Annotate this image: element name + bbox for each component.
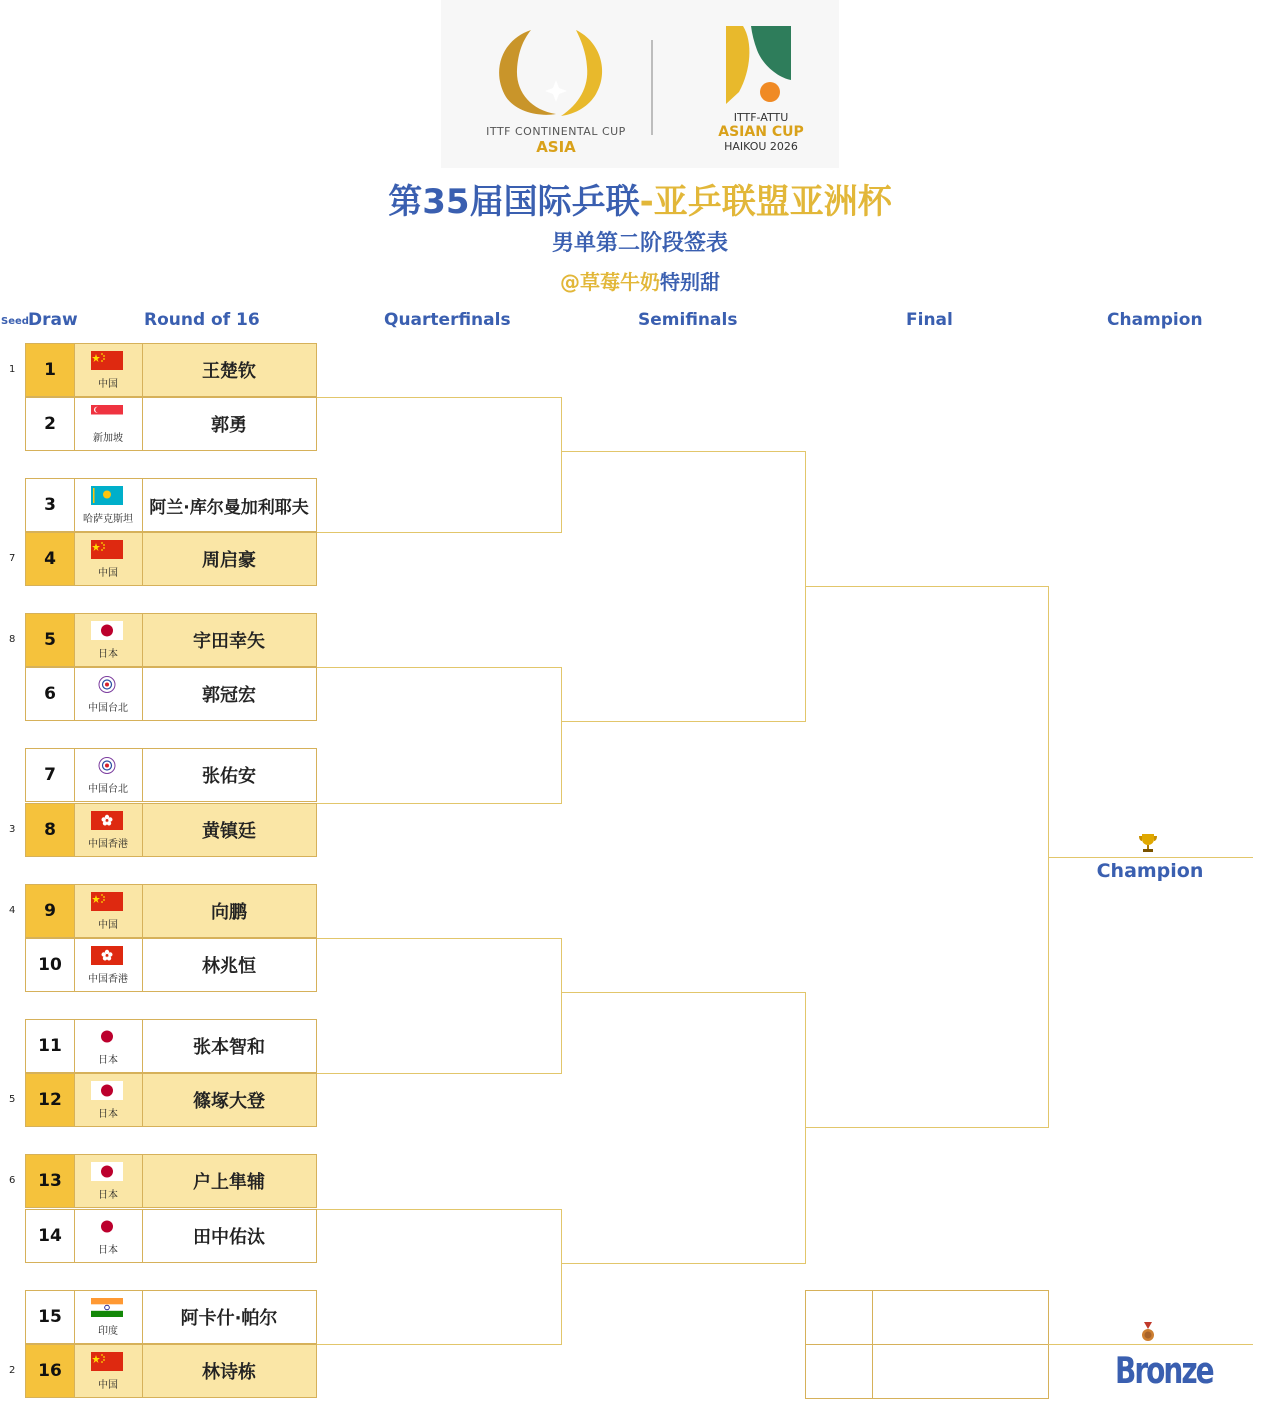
jp-flag-icon — [91, 621, 123, 640]
draw-row — [25, 1154, 317, 1208]
draw-row — [25, 1209, 317, 1263]
flag-cell — [74, 1345, 143, 1397]
semifinals-column-header: Semifinals — [638, 310, 738, 330]
cn-flag-icon — [91, 540, 123, 559]
player-name: 张佑安 — [202, 766, 256, 787]
flag-cell — [74, 1210, 143, 1262]
quarterfinals-column-header: Quarterfinals — [384, 310, 511, 330]
country-name: 印度 — [98, 1326, 118, 1337]
bronze-draw-cell-2 — [805, 1344, 873, 1399]
hk-flag-icon — [91, 946, 123, 965]
country-name: 新加坡 — [93, 433, 123, 444]
champion-column-header: Champion — [1107, 310, 1203, 330]
asian-cup-logo — [691, 22, 831, 162]
draw-number: 2 — [26, 398, 75, 450]
draw-number: 9 — [26, 885, 75, 937]
draw-row — [25, 1290, 317, 1344]
player-name: 周启豪 — [202, 550, 256, 571]
flag-cell — [74, 398, 143, 450]
country-name: 日本 — [98, 1055, 118, 1066]
seed-number: 8 — [9, 634, 16, 645]
seed-column-header: Seed — [1, 316, 29, 327]
jp-flag-icon — [91, 1027, 123, 1046]
player-name: 黄镇廷 — [202, 821, 256, 842]
jp-flag-icon — [91, 1217, 123, 1236]
flag-cell — [74, 749, 143, 801]
header-logos — [441, 0, 839, 168]
draw-number: 16 — [26, 1345, 75, 1397]
draw-number: 7 — [26, 749, 75, 801]
continental-cup-emblem-icon — [461, 22, 651, 122]
player-name: 郭勇 — [211, 415, 247, 436]
tpe-flag-icon — [91, 675, 123, 694]
draw-number: 6 — [26, 668, 75, 720]
seed-number: 6 — [9, 1175, 16, 1186]
player-name: 王楚钦 — [202, 361, 256, 382]
page-subtitle: 男单第二阶段签表 — [551, 231, 728, 256]
country-name: 中国香港 — [88, 974, 128, 985]
draw-number: 8 — [26, 804, 75, 856]
draw-row — [25, 1344, 317, 1398]
draw-row — [25, 938, 317, 992]
country-name: 日本 — [98, 1190, 118, 1201]
author-part-1: @草莓牛奶 — [560, 270, 660, 294]
jp-flag-icon — [91, 1081, 123, 1100]
author-credit — [0, 266, 1280, 295]
player-name: 篠塚大登 — [193, 1091, 265, 1112]
logo-right-line2: ASIAN CUP — [718, 124, 804, 140]
bronze-name-cell-2 — [872, 1344, 1049, 1399]
draw-row — [25, 613, 317, 667]
page-title — [0, 174, 1280, 223]
logo-right-line1: ITTF-ATTU — [733, 111, 789, 124]
seed-number: 5 — [9, 1094, 16, 1105]
flag-cell — [74, 1074, 143, 1126]
logo-left-line2: ASIA — [536, 138, 576, 156]
draw-number: 10 — [26, 939, 75, 991]
round16-column-header: Round of 16 — [144, 310, 260, 330]
draw-row — [25, 397, 317, 451]
logo-right-line3: HAIKOU 2026 — [724, 140, 798, 153]
champion-label: Champion — [1096, 860, 1204, 882]
logo-divider — [651, 40, 653, 135]
flag-cell — [74, 1291, 143, 1343]
draw-row — [25, 1073, 317, 1127]
draw-number: 12 — [26, 1074, 75, 1126]
country-name: 日本 — [98, 1109, 118, 1120]
player-name: 林诗栋 — [202, 1362, 256, 1383]
country-name: 哈萨克斯坦 — [83, 514, 133, 525]
draw-number: 15 — [26, 1291, 75, 1343]
kz-flag-icon — [91, 486, 123, 505]
tpe-flag-icon — [91, 756, 123, 775]
sg-flag-icon — [91, 405, 123, 424]
country-name: 中国香港 — [88, 839, 128, 850]
final-column-header: Final — [906, 310, 953, 330]
draw-row — [25, 1019, 317, 1073]
seed-number: 7 — [9, 553, 16, 564]
draw-number: 11 — [26, 1020, 75, 1072]
draw-number: 14 — [26, 1210, 75, 1262]
country-name: 中国 — [98, 1380, 118, 1391]
bronze-label: Bronze — [1115, 1349, 1213, 1392]
draw-number: 4 — [26, 533, 75, 585]
in-flag-icon — [91, 1298, 123, 1317]
player-name: 阿卡什·帕尔 — [180, 1308, 278, 1329]
country-name: 日本 — [98, 1245, 118, 1256]
draw-number: 5 — [26, 614, 75, 666]
cn-flag-icon — [91, 892, 123, 911]
flag-cell — [74, 1155, 143, 1207]
player-name: 阿兰·库尔曼加利耶夫 — [149, 497, 309, 518]
draw-row — [25, 532, 317, 586]
draw-number: 13 — [26, 1155, 75, 1207]
player-name: 田中佑汰 — [193, 1227, 265, 1248]
country-name: 中国 — [98, 379, 118, 390]
bronze-medal-icon — [1141, 1322, 1155, 1342]
seed-number: 2 — [9, 1365, 16, 1376]
flag-cell — [74, 1020, 143, 1072]
draw-column-header: Draw — [28, 310, 78, 330]
player-name: 向鹏 — [211, 902, 247, 923]
cn-flag-icon — [91, 351, 123, 370]
draw-row — [25, 884, 317, 938]
jp-flag-icon — [91, 1162, 123, 1181]
seed-number: 4 — [9, 905, 16, 916]
cn-flag-icon — [91, 1352, 123, 1371]
flag-cell — [74, 533, 143, 585]
author-part-2: 特别甜 — [660, 270, 720, 294]
country-name: 中国 — [98, 920, 118, 931]
country-name: 中国台北 — [88, 703, 128, 714]
country-name: 中国 — [98, 568, 118, 579]
draw-row — [25, 343, 317, 397]
flag-cell — [74, 668, 143, 720]
flag-cell — [74, 479, 143, 531]
country-name: 日本 — [98, 649, 118, 660]
player-name: 林兆恒 — [202, 956, 256, 977]
seed-number: 1 — [9, 364, 16, 375]
draw-row — [25, 478, 317, 532]
draw-row — [25, 748, 317, 802]
title-part-2: -亚乒联盟亚洲杯 — [639, 182, 892, 222]
draw-number: 1 — [26, 344, 75, 396]
bronze-draw-cell-1 — [805, 1290, 873, 1345]
player-name: 户上隼辅 — [193, 1172, 265, 1193]
draw-row — [25, 803, 317, 857]
title-part-1: 第35届国际乒联 — [388, 182, 640, 222]
seed-number: 3 — [9, 824, 16, 835]
flag-cell — [74, 804, 143, 856]
player-name: 郭冠宏 — [202, 685, 256, 706]
logo-left-line1: ITTF CONTINENTAL CUP — [486, 125, 626, 138]
draw-row — [25, 667, 317, 721]
draw-number: 3 — [26, 479, 75, 531]
flag-cell — [74, 614, 143, 666]
flag-cell — [74, 939, 143, 991]
flag-cell — [74, 885, 143, 937]
flag-cell — [74, 344, 143, 396]
player-name: 宇田幸矢 — [193, 631, 265, 652]
asian-cup-emblem-icon — [691, 22, 831, 112]
ittf-continental-cup-logo — [461, 22, 651, 162]
country-name: 中国台北 — [88, 784, 128, 795]
hk-flag-icon — [91, 811, 123, 830]
player-name: 张本智和 — [193, 1037, 265, 1058]
trophy-icon — [1139, 833, 1157, 853]
bronze-name-cell-1 — [872, 1290, 1049, 1345]
